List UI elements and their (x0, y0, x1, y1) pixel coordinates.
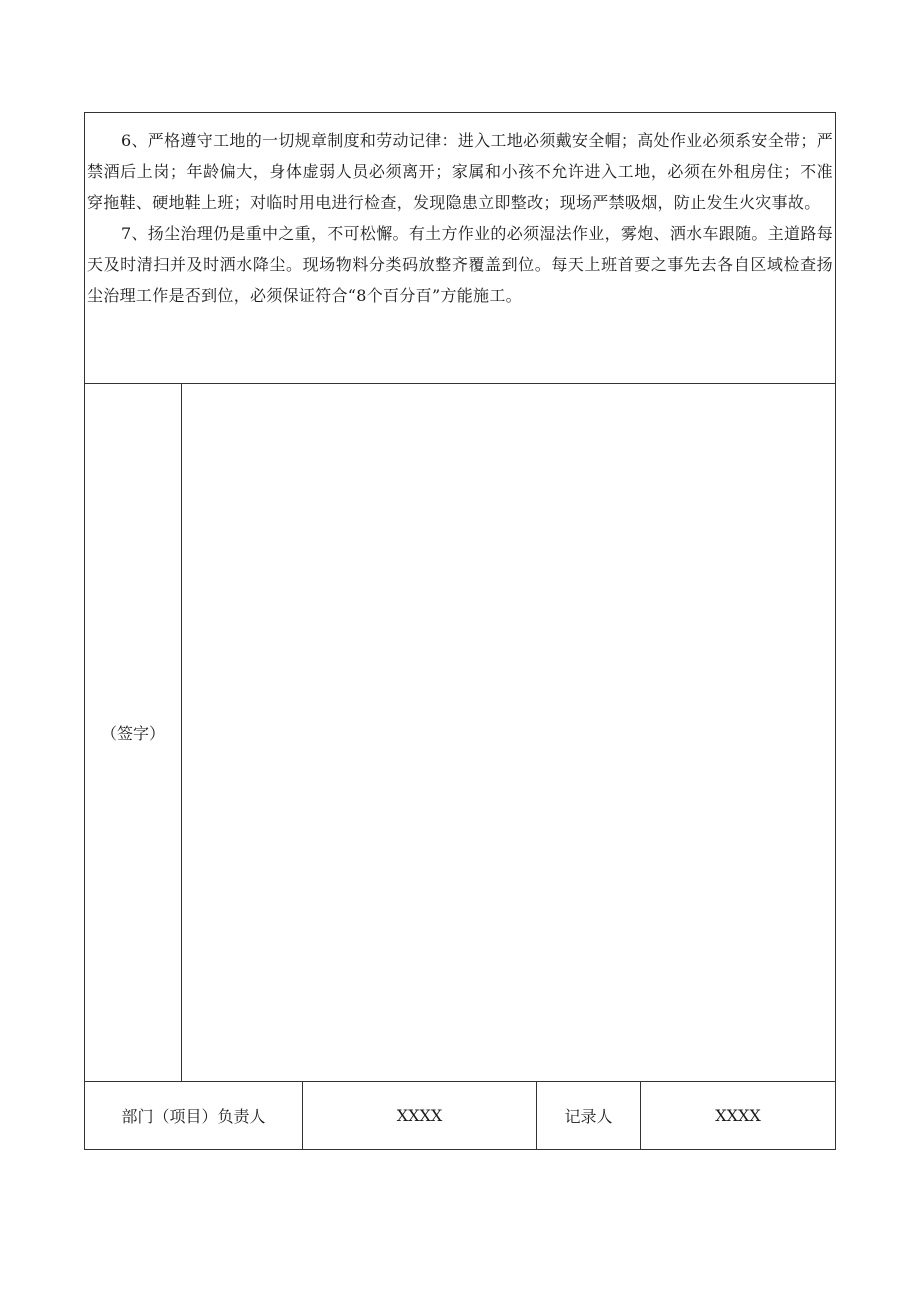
recorder-value-cell[interactable] (641, 1082, 835, 1149)
dept-head-value: XXXX (396, 1106, 443, 1125)
paragraph-item-6: 6、严格遵守工地的一切规章制度和劳动记律：进入工地必须戴安全帽；高处作业必须系安全带；严禁酒后上岗；年龄偏大，身体虚弱人员必须离开；家属和小孩不允许进入工地，必须在外租房住；不准穿拖鞋、硬地鞋上班；对临时用电进行检查，发现隐患立即整改；现场严禁吸烟，防止发生火灾事故。 (87, 131, 833, 212)
dept-head-label: 部门（项目）负责人 (121, 1107, 266, 1126)
paragraph-item-7: 7、扬尘治理仍是重中之重，不可松懈。有土方作业的必须湿法作业，雾炮、洒水车跟随。主道路每天及时清扫并及时洒水降尘。现场物料分类码放整齐覆盖到位。每天上班首要之事先去各自区域检查扬尘治理工作是否到位，必须保证符合“8个百分百”方能施工。 (87, 224, 833, 305)
dept-head-value-cell[interactable] (303, 1082, 537, 1149)
content-cell (85, 113, 835, 384)
signature-area[interactable] (182, 384, 835, 1082)
recorder-label: 记录人 (564, 1107, 613, 1126)
recorder-value: XXXX (715, 1106, 761, 1125)
meeting-record-table (84, 112, 836, 1150)
signature-label-cell (85, 384, 182, 1082)
dept-head-label-cell (85, 1082, 303, 1149)
recorder-label-cell (537, 1082, 641, 1149)
footer-row (85, 1082, 835, 1149)
signature-label: （签字） (100, 724, 165, 743)
